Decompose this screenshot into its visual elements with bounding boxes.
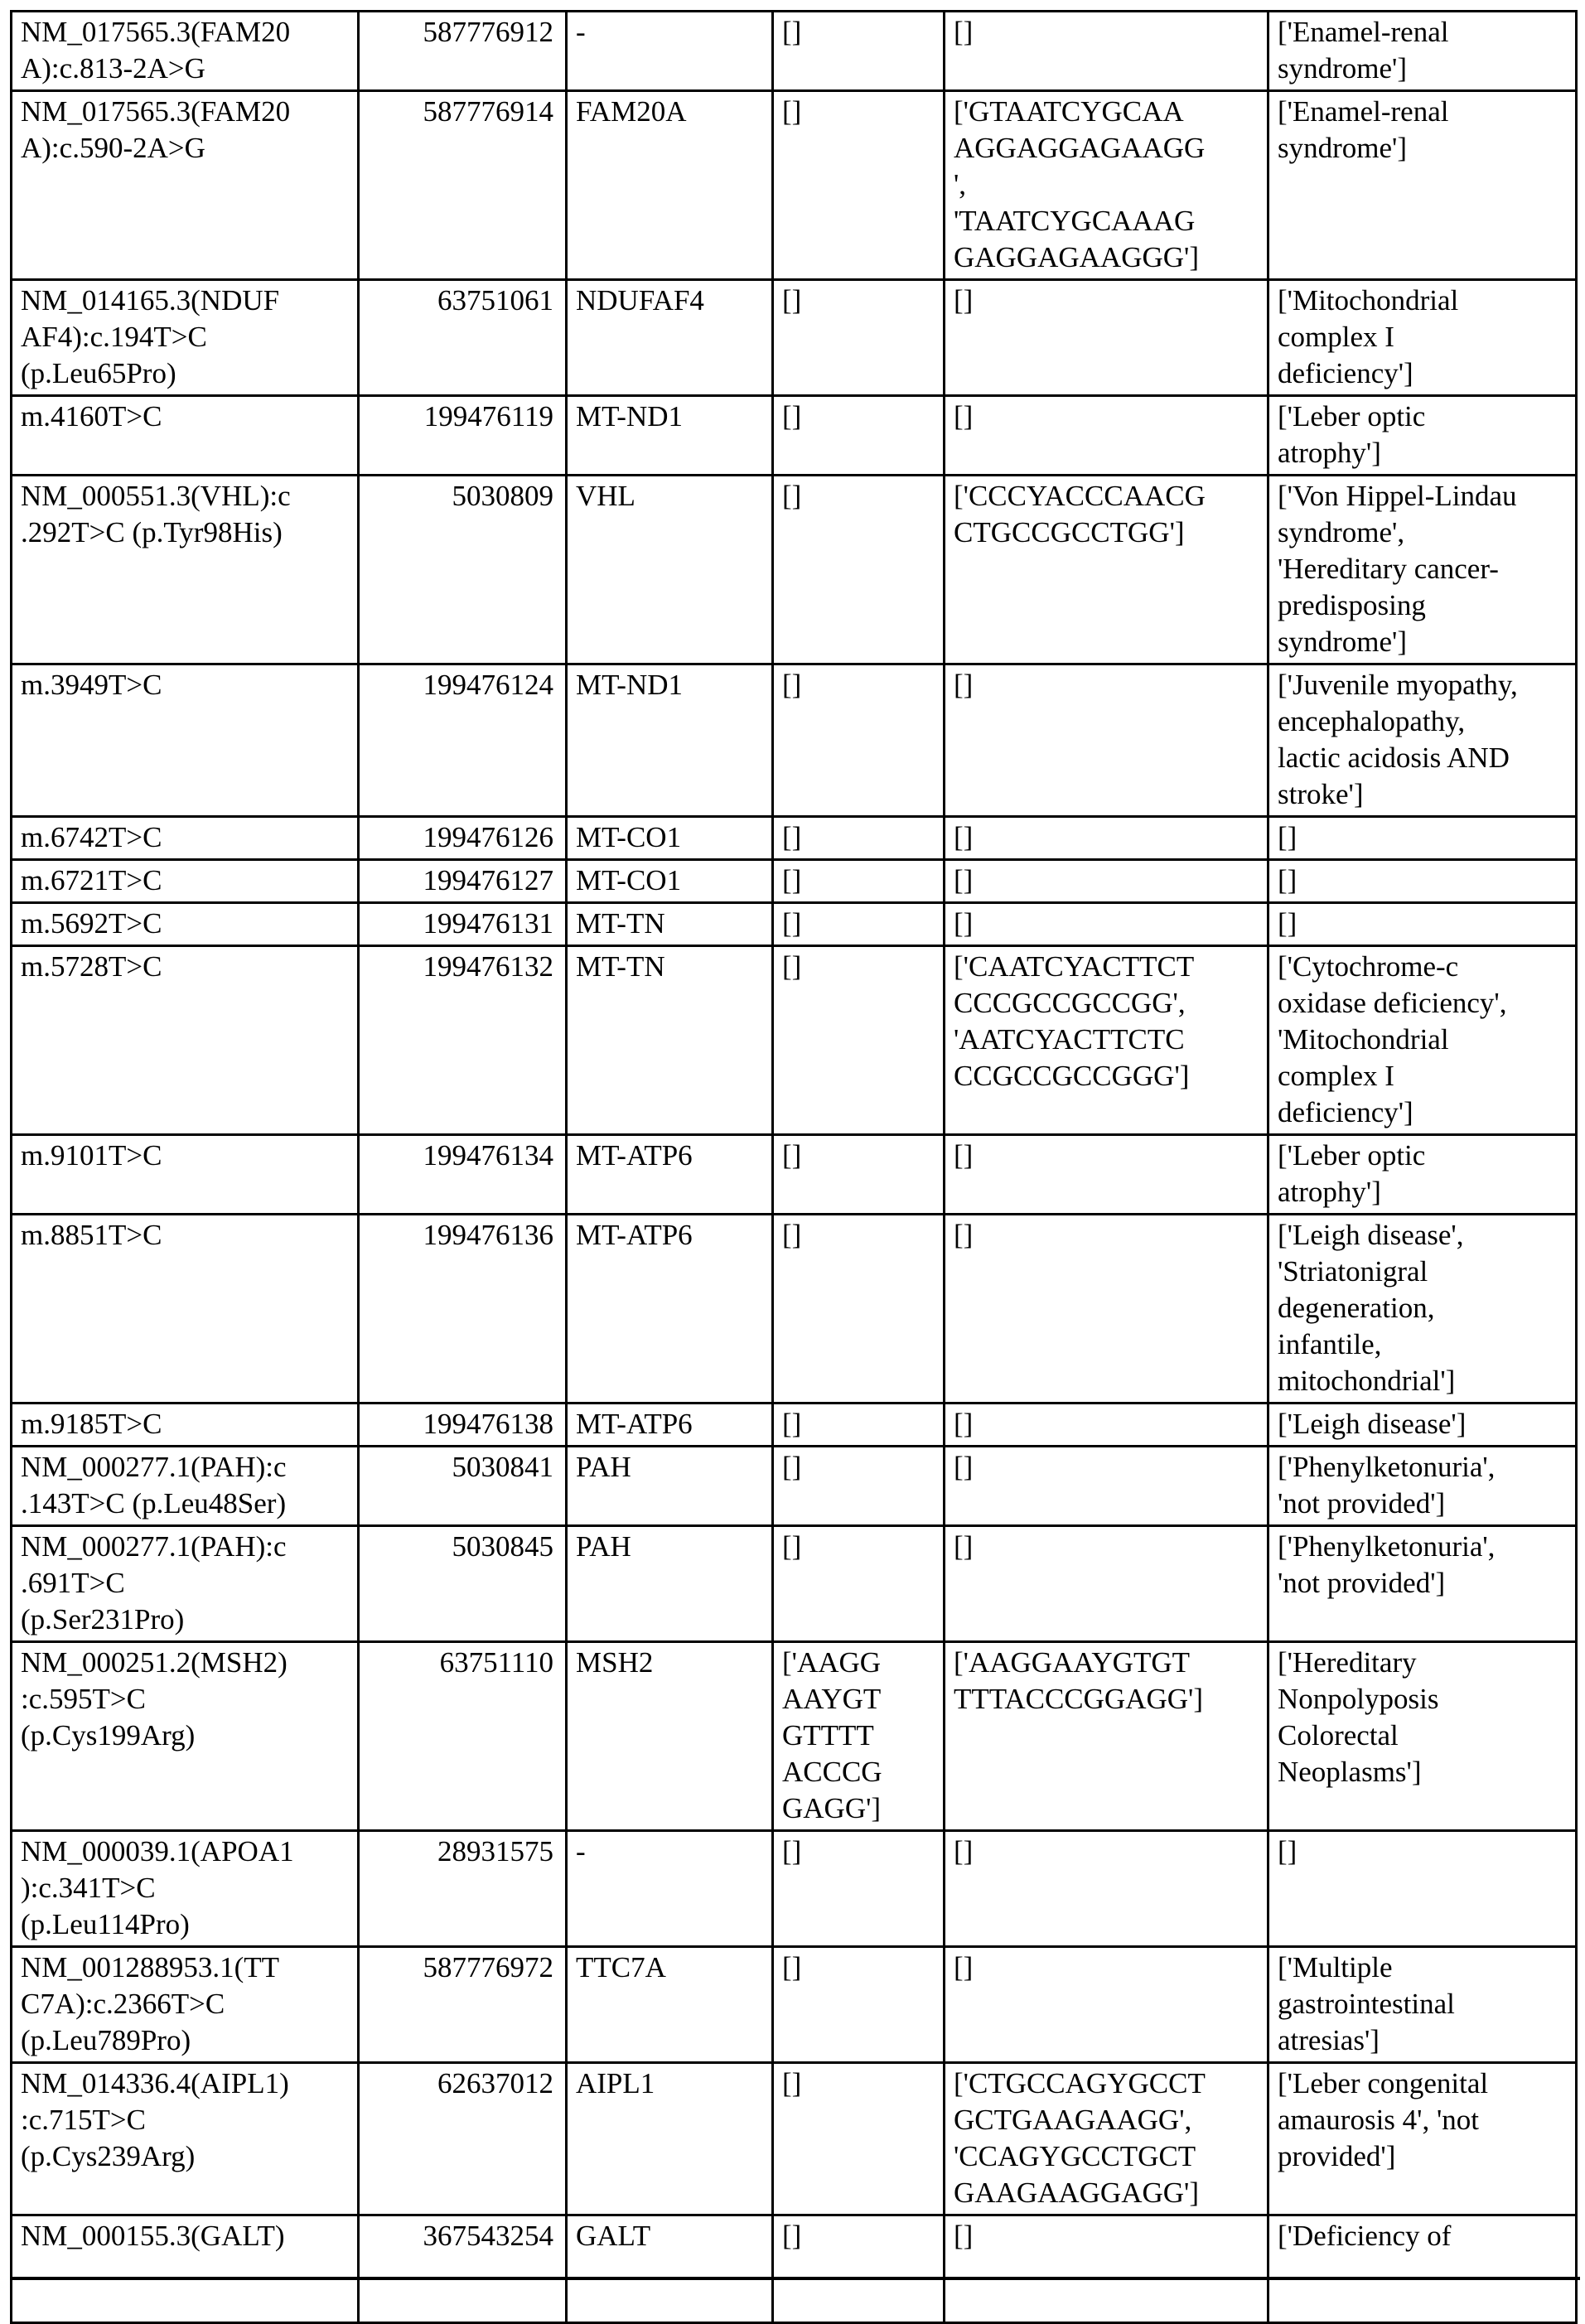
table-row xyxy=(12,817,1577,860)
cell-gene: MT-ND1 xyxy=(567,664,773,817)
cell-sequences: ['GTAATCYGCAA AGGAGGAGAAGG ', 'TAATCYGCAAAG GAGGAGAAGGG'] xyxy=(945,91,1268,280)
cell-id: 199476132 xyxy=(359,946,567,1135)
cell-variant: NM_000039.1(APOA1 ):c.341T>C (p.Leu114Pro) xyxy=(12,1831,359,1947)
cell-diseases: ['Multiple gastrointestinal atresias'] xyxy=(1268,1947,1577,2063)
cell-id: 63751110 xyxy=(359,1642,567,1831)
cell-id: 5030845 xyxy=(359,1526,567,1642)
table-row xyxy=(12,12,1577,91)
cell-sequences: [] xyxy=(945,396,1268,476)
cell-gene: MT-ND1 xyxy=(567,396,773,476)
cell-id: 5030809 xyxy=(359,476,567,664)
cell-id: 199476124 xyxy=(359,664,567,817)
cell-id: 199476136 xyxy=(359,1215,567,1404)
cell-id: 367543254 xyxy=(359,2215,567,2323)
cell-gene: - xyxy=(567,12,773,91)
cell-variant: m.9101T>C xyxy=(12,1135,359,1215)
cell-sequences: [] xyxy=(945,1135,1268,1215)
cell-sequences: ['CAATCYACTTCT CCCGCCGCCGG', 'AATCYACTTCTC CCGCCGCCGGG'] xyxy=(945,946,1268,1135)
cell-variant: m.5692T>C xyxy=(12,903,359,946)
cell-list1: [] xyxy=(773,1135,945,1215)
table-row xyxy=(12,1947,1577,2063)
table-row xyxy=(12,2215,1577,2323)
page-crop-edge xyxy=(10,2277,1580,2280)
cell-diseases: ['Leigh disease'] xyxy=(1268,1404,1577,1447)
cell-list1: [] xyxy=(773,664,945,817)
table-row xyxy=(12,280,1577,396)
cell-sequences: [] xyxy=(945,1447,1268,1526)
cell-sequences: [] xyxy=(945,1831,1268,1947)
cell-variant: m.9185T>C xyxy=(12,1404,359,1447)
cell-list1: [] xyxy=(773,1947,945,2063)
cell-list1: [] xyxy=(773,1831,945,1947)
table-row xyxy=(12,1831,1577,1947)
table-row xyxy=(12,903,1577,946)
cell-id: 199476134 xyxy=(359,1135,567,1215)
cell-diseases: [] xyxy=(1268,903,1577,946)
cell-id: 587776912 xyxy=(359,12,567,91)
variant-table xyxy=(10,10,1578,2324)
cell-list1: [] xyxy=(773,817,945,860)
cell-id: 199476138 xyxy=(359,1404,567,1447)
cell-list1: [] xyxy=(773,946,945,1135)
cell-sequences: [] xyxy=(945,280,1268,396)
cell-sequences: [] xyxy=(945,860,1268,903)
table-row xyxy=(12,91,1577,280)
cell-sequences: [] xyxy=(945,1526,1268,1642)
cell-list1: [] xyxy=(773,476,945,664)
cell-id: 28931575 xyxy=(359,1831,567,1947)
cell-diseases: ['Leber optic atrophy'] xyxy=(1268,1135,1577,1215)
cell-variant: m.3949T>C xyxy=(12,664,359,817)
cell-list1: [] xyxy=(773,1404,945,1447)
cell-diseases: [] xyxy=(1268,1831,1577,1947)
cell-diseases: ['Deficiency of xyxy=(1268,2215,1577,2323)
cell-sequences: [] xyxy=(945,1947,1268,2063)
cell-list1: [] xyxy=(773,2063,945,2215)
cell-diseases: ['Leigh disease', 'Striatonigral degeneration, infantile, mitochondrial'] xyxy=(1268,1215,1577,1404)
cell-id: 199476131 xyxy=(359,903,567,946)
cell-variant: NM_000551.3(VHL):c .292T>C (p.Tyr98His) xyxy=(12,476,359,664)
cell-list1: [] xyxy=(773,1447,945,1526)
cell-sequences: [] xyxy=(945,1215,1268,1404)
table-row xyxy=(12,476,1577,664)
cell-gene: MT-TN xyxy=(567,903,773,946)
table-row xyxy=(12,1642,1577,1831)
cell-variant: m.8851T>C xyxy=(12,1215,359,1404)
cell-gene: PAH xyxy=(567,1447,773,1526)
table-row xyxy=(12,1526,1577,1642)
table-row xyxy=(12,1215,1577,1404)
cell-gene: MT-ATP6 xyxy=(567,1404,773,1447)
table-row xyxy=(12,396,1577,476)
cell-sequences: [] xyxy=(945,12,1268,91)
cell-list1: [] xyxy=(773,91,945,280)
cell-gene: VHL xyxy=(567,476,773,664)
cell-gene: GALT xyxy=(567,2215,773,2323)
cell-list1: [] xyxy=(773,903,945,946)
cell-list1: [] xyxy=(773,1215,945,1404)
cell-sequences: ['CTGCCAGYGCCT GCTGAAGAAGG', 'CCAGYGCCTGCT GAAGAAGGAGG'] xyxy=(945,2063,1268,2215)
cell-id: 62637012 xyxy=(359,2063,567,2215)
cell-gene: PAH xyxy=(567,1526,773,1642)
cell-sequences: [] xyxy=(945,1404,1268,1447)
cell-id: 587776972 xyxy=(359,1947,567,2063)
cell-list1: [] xyxy=(773,2215,945,2323)
cell-gene: MT-TN xyxy=(567,946,773,1135)
cell-id: 199476127 xyxy=(359,860,567,903)
table-row xyxy=(12,2063,1577,2215)
cell-variant: NM_000251.2(MSH2) :c.595T>C (p.Cys199Arg) xyxy=(12,1642,359,1831)
table-row xyxy=(12,1404,1577,1447)
cell-diseases: ['Leber congenital amaurosis 4', 'not provided'] xyxy=(1268,2063,1577,2215)
cell-gene: MT-ATP6 xyxy=(567,1135,773,1215)
cell-variant: NM_000277.1(PAH):c .691T>C (p.Ser231Pro) xyxy=(12,1526,359,1642)
cell-id: 587776914 xyxy=(359,91,567,280)
cell-diseases: ['Enamel-renal syndrome'] xyxy=(1268,12,1577,91)
cell-list1: [] xyxy=(773,860,945,903)
cell-gene: TTC7A xyxy=(567,1947,773,2063)
table-row xyxy=(12,1447,1577,1526)
cell-diseases: [] xyxy=(1268,860,1577,903)
cell-variant: m.6742T>C xyxy=(12,817,359,860)
cell-sequences: ['CCCYACCCAACG CTGCCGCCTGG'] xyxy=(945,476,1268,664)
cell-gene: FAM20A xyxy=(567,91,773,280)
cell-sequences: ['AAGGAAYGTGT TTTACCCGGAGG'] xyxy=(945,1642,1268,1831)
cell-variant: NM_017565.3(FAM20 A):c.590-2A>G xyxy=(12,91,359,280)
cell-id: 63751061 xyxy=(359,280,567,396)
table-row xyxy=(12,946,1577,1135)
cell-variant: NM_000155.3(GALT) xyxy=(12,2215,359,2323)
cell-diseases: ['Phenylketonuria', 'not provided'] xyxy=(1268,1526,1577,1642)
cell-diseases: ['Hereditary Nonpolyposis Colorectal Neoplasms'] xyxy=(1268,1642,1577,1831)
cell-sequences: [] xyxy=(945,903,1268,946)
cell-list1: [] xyxy=(773,280,945,396)
cell-diseases: ['Mitochondrial complex I deficiency'] xyxy=(1268,280,1577,396)
cell-sequences: [] xyxy=(945,817,1268,860)
cell-variant: NM_000277.1(PAH):c .143T>C (p.Leu48Ser) xyxy=(12,1447,359,1526)
cell-diseases: ['Cytochrome-c oxidase deficiency', 'Mitochondrial complex I deficiency'] xyxy=(1268,946,1577,1135)
cell-variant: NM_017565.3(FAM20 A):c.813-2A>G xyxy=(12,12,359,91)
cell-list1: [] xyxy=(773,396,945,476)
cell-variant: NM_001288953.1(TT C7A):c.2366T>C (p.Leu789Pro) xyxy=(12,1947,359,2063)
cell-id: 199476119 xyxy=(359,396,567,476)
cell-gene: AIPL1 xyxy=(567,2063,773,2215)
cell-gene: MT-ATP6 xyxy=(567,1215,773,1404)
cell-diseases: ['Leber optic atrophy'] xyxy=(1268,396,1577,476)
table-row xyxy=(12,1135,1577,1215)
cell-diseases: ['Von Hippel-Lindau syndrome', 'Hereditary cancer- predisposing syndrome'] xyxy=(1268,476,1577,664)
cell-gene: MT-CO1 xyxy=(567,860,773,903)
cell-gene: NDUFAF4 xyxy=(567,280,773,396)
cell-diseases: [] xyxy=(1268,817,1577,860)
cell-list1: [] xyxy=(773,12,945,91)
cell-variant: m.4160T>C xyxy=(12,396,359,476)
cell-diseases: ['Phenylketonuria', 'not provided'] xyxy=(1268,1447,1577,1526)
cell-variant: NM_014336.4(AIPL1) :c.715T>C (p.Cys239Arg) xyxy=(12,2063,359,2215)
cell-diseases: ['Enamel-renal syndrome'] xyxy=(1268,91,1577,280)
cell-variant: NM_014165.3(NDUF AF4):c.194T>C (p.Leu65Pro) xyxy=(12,280,359,396)
cell-variant: m.5728T>C xyxy=(12,946,359,1135)
cell-sequences: [] xyxy=(945,664,1268,817)
cell-gene: MSH2 xyxy=(567,1642,773,1831)
cell-list1: ['AAGG AAYGT GTTTT ACCCG GAGG'] xyxy=(773,1642,945,1831)
cell-diseases: ['Juvenile myopathy, encephalopathy, lactic acidosis AND stroke'] xyxy=(1268,664,1577,817)
variant-table-body xyxy=(12,12,1577,2323)
cell-list1: [] xyxy=(773,1526,945,1642)
cell-sequences: [] xyxy=(945,2215,1268,2323)
table-row xyxy=(12,664,1577,817)
cell-gene: MT-CO1 xyxy=(567,817,773,860)
cell-id: 199476126 xyxy=(359,817,567,860)
table-row xyxy=(12,860,1577,903)
cell-gene: - xyxy=(567,1831,773,1947)
cell-variant: m.6721T>C xyxy=(12,860,359,903)
cell-id: 5030841 xyxy=(359,1447,567,1526)
